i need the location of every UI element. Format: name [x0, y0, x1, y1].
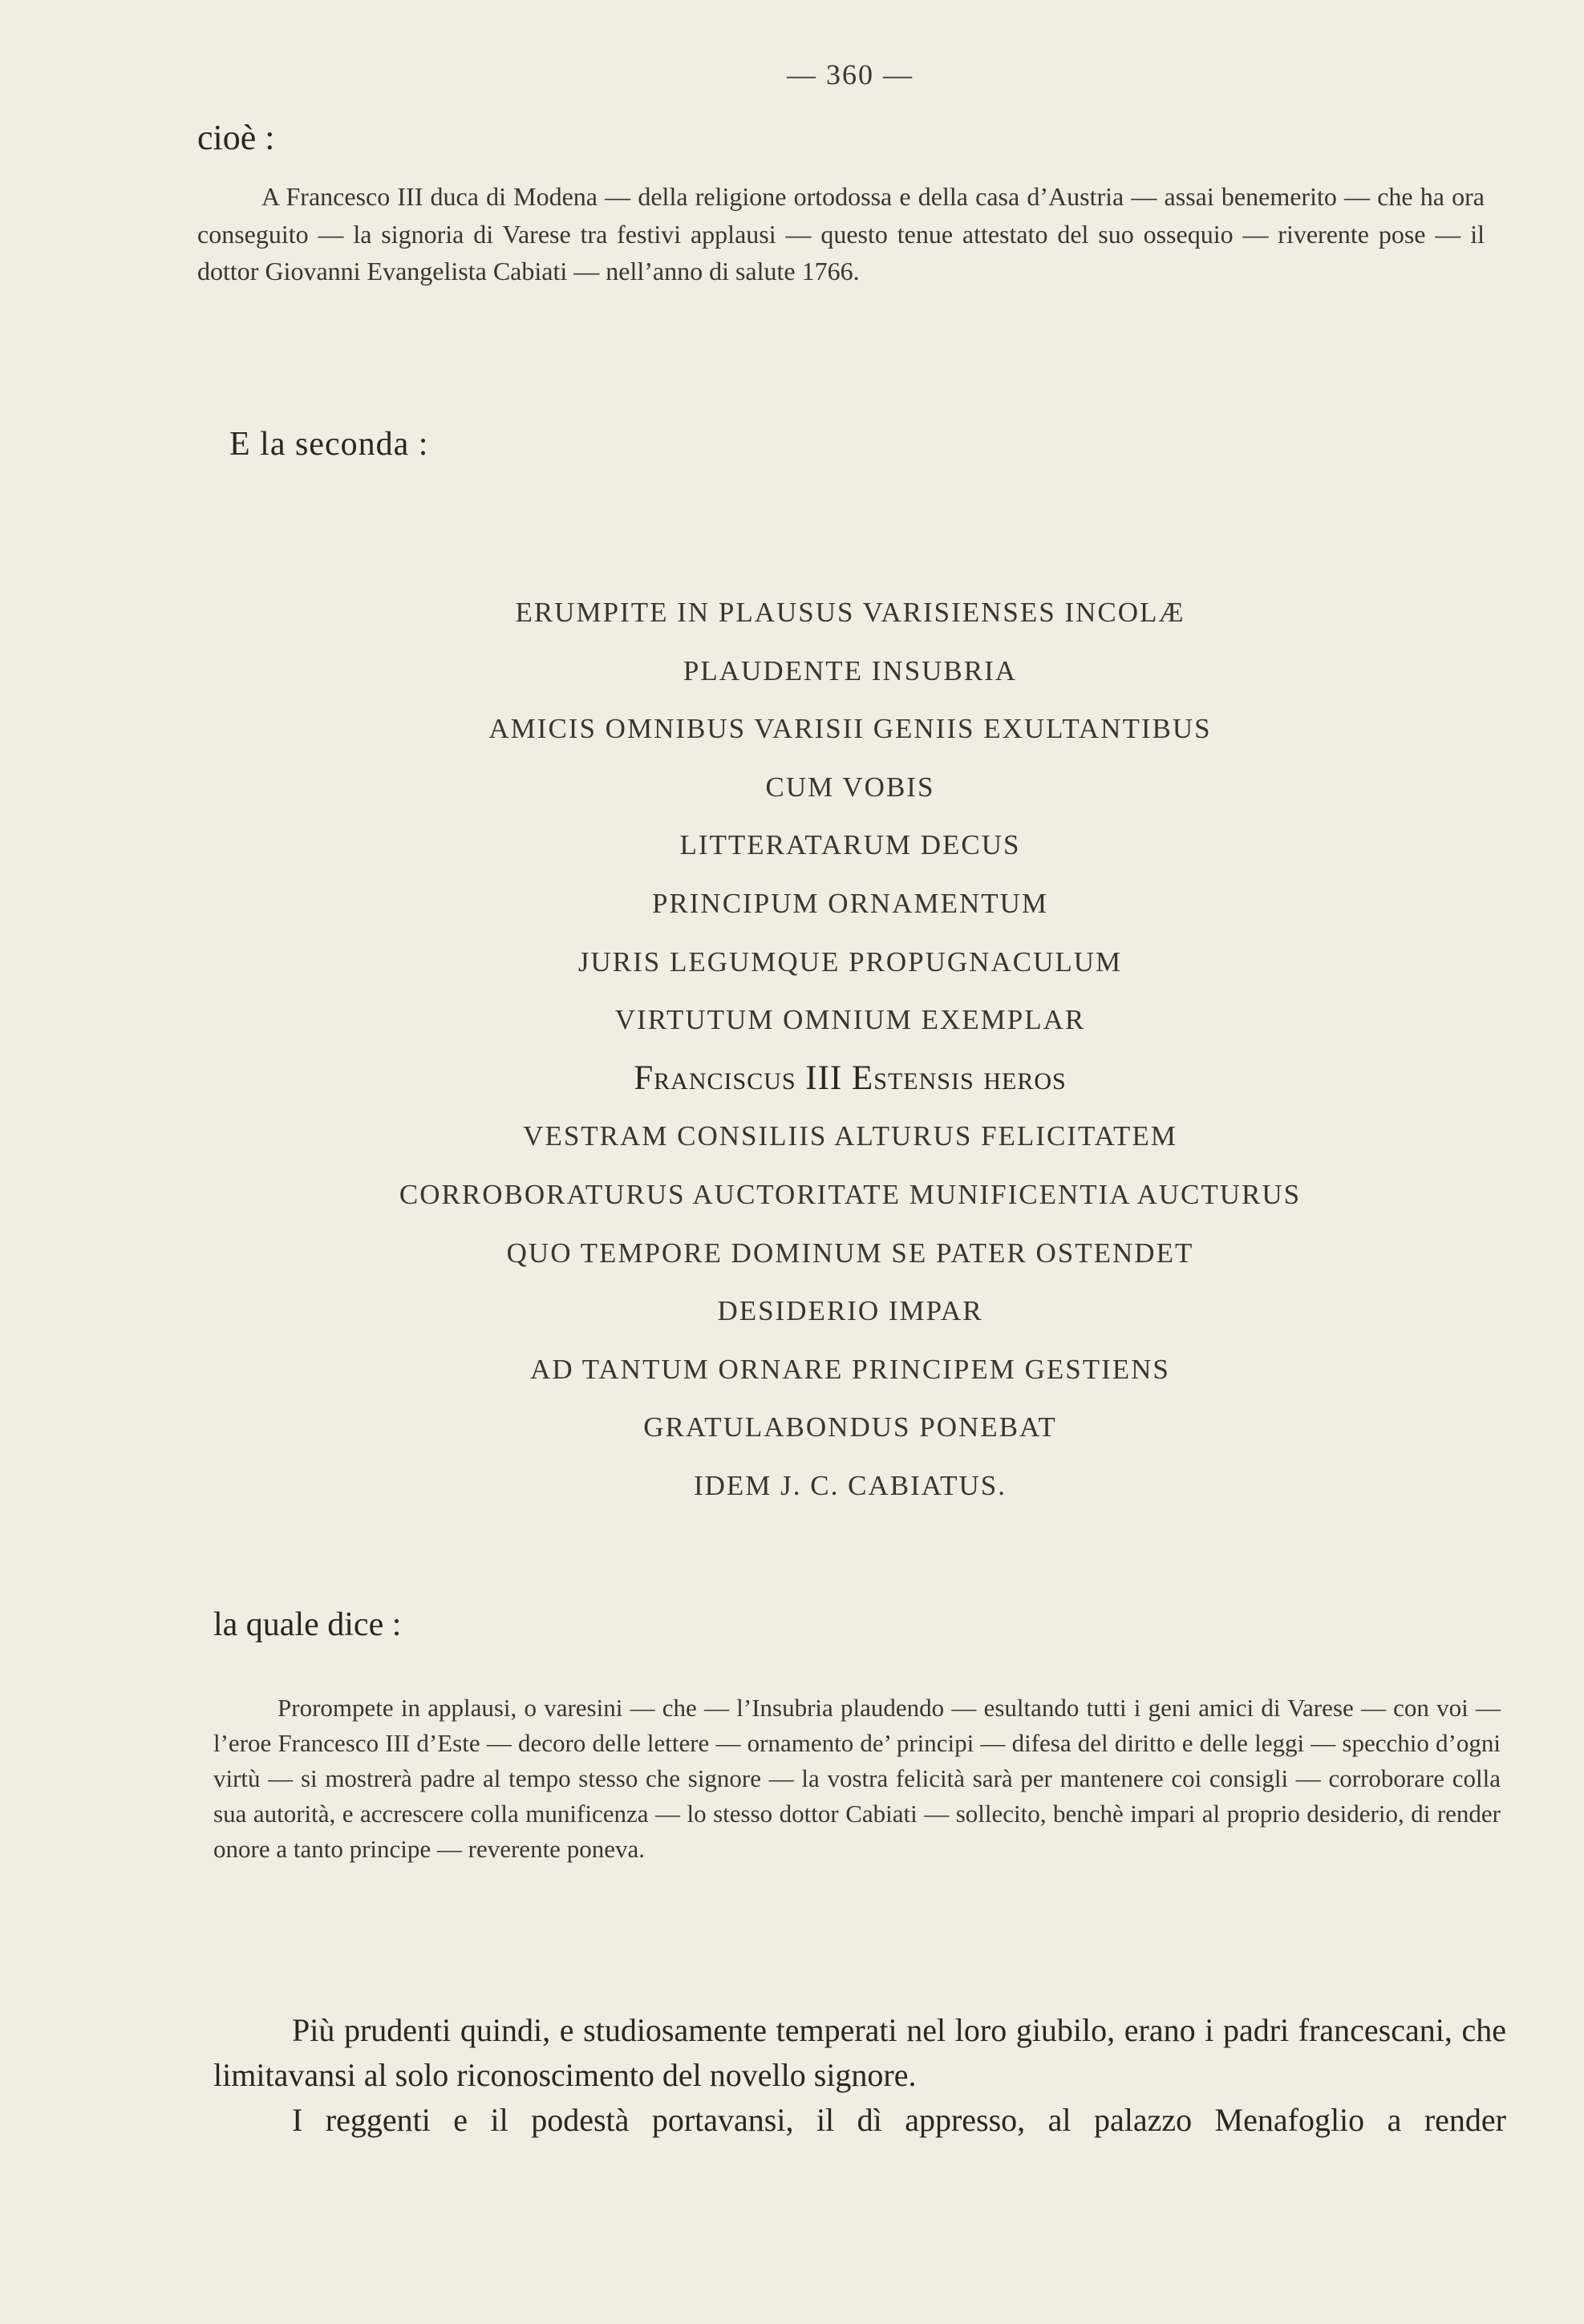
body-paragraph: I reggenti e il podestà portavansi, il dì appresso, al palazzo Menafoglio a render — [292, 2102, 1506, 2138]
inscription-line: VESTRAM CONSILIIS ALTURUS FELICITATEM — [523, 1120, 1177, 1152]
second-translation — [213, 1690, 1501, 1867]
second-translation-text: Prorompete in applausi, o varesini — che — l’Insubria plaudendo — esultando tutti i geni amici di Varese — con voi — l’eroe Francesco III d’Este — decoro delle lettere — ornamento de’ principi — difesa del diritto e delle leggi — specchio d’ogni virtù — si mostrerà padre al tempo stesso che signore — la vostra felicità sarà per mantenere coi consigli — corroborare colla sua autorità, e accrescere colla munificenza — lo stesso dottor Cabiati — sollecito, benchè impari al proprio desiderio, di render onore a tanto principe — reverente poneva. — [213, 1694, 1501, 1863]
inscription-line: QUO TEMPORE DOMINUM SE PATER OSTENDET — [506, 1237, 1194, 1269]
translation-label: la quale dice : — [213, 1606, 402, 1643]
latin-inscription — [0, 584, 1584, 1516]
inscription-line: CUM VOBIS — [765, 771, 935, 803]
inscription-line: LITTERATARUM DECUS — [679, 829, 1021, 861]
inscription-line: PRINCIPUM ORNAMENTUM — [651, 887, 1049, 919]
inscription-line: CORROBORATURUS AUCTORITATE MUNIFICENTIA AUCTURUS — [399, 1178, 1302, 1210]
inscription-line: AMICIS OMNIBUS VARISII GENIIS EXULTANTIBUS — [488, 713, 1212, 745]
second-inscription-label: E la seconda : — [229, 426, 429, 463]
first-translation-text: A Francesco III duca di Modena — della religione ortodossa e della casa d’Austria — assai benemerito — che ha ora conseguito — la signoria di Varese tra festivi applausi — questo tenue attestato del suo ossequio — riverente pose — il dottor Giovanni Evangelista Cabiati — nell’anno di salute 1766. — [197, 182, 1485, 285]
first-translation — [197, 178, 1485, 290]
inscription-line-emphasis: Franciscus III Estensis heros — [634, 1059, 1067, 1097]
inscription-line: AD TANTUM ORNARE PRINCIPEM GESTIENS — [530, 1353, 1170, 1385]
body-text — [213, 2008, 1506, 2143]
inscription-line: DESIDERIO IMPAR — [717, 1295, 983, 1327]
inscription-line: GRATULABONDUS PONEBAT — [643, 1411, 1057, 1443]
inscription-line: ERUMPITE IN PLAUSUS VARISIENSES INCOLÆ — [515, 597, 1185, 628]
inscription-line: PLAUDENTE INSUBRIA — [683, 654, 1018, 686]
inscription-line: VIRTUTUM OMNIUM EXEMPLAR — [614, 1004, 1086, 1036]
body-paragraph: Più prudenti quindi, e studiosamente temperati nel loro giubilo, erano i padri francescani, che limitavansi al solo riconoscimento del novello signore. — [213, 2012, 1506, 2093]
page-number: — 360 — — [787, 59, 914, 91]
intro-label: cioè : — [197, 118, 275, 157]
inscription-line: JURIS LEGUMQUE PROPUGNACULUM — [577, 945, 1123, 978]
inscription-line: IDEM J. C. CABIATUS. — [693, 1469, 1007, 1501]
